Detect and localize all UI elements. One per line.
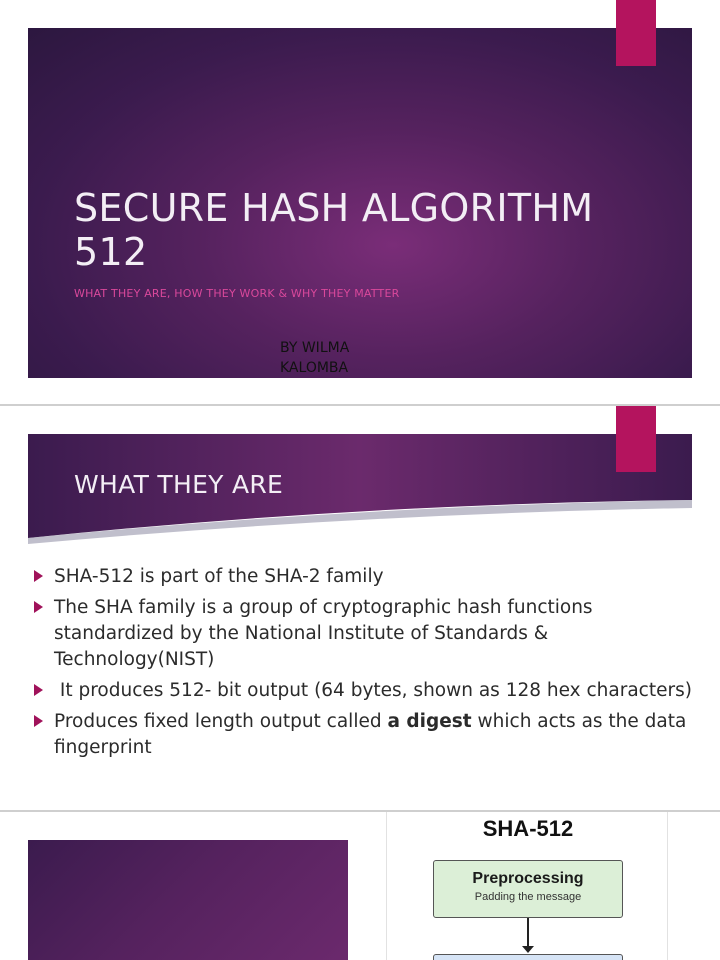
box-title: Preprocessing (472, 870, 584, 887)
content-slide (0, 406, 720, 810)
accent-tab (616, 406, 656, 472)
list-item: It produces 512- bit output (64 bytes, shown as 128 hex characters) (34, 678, 694, 704)
title-slide (0, 0, 720, 404)
diagram-slide (0, 812, 720, 960)
triangle-bullet-icon (34, 684, 43, 696)
preprocessing-box (433, 860, 623, 918)
author-credit: BY WILMA KALOMBA (280, 340, 350, 376)
flow-arrow (527, 918, 529, 948)
accent-tab (616, 0, 656, 66)
list-item: SHA-512 is part of the SHA-2 family (34, 564, 694, 590)
bullet-list (34, 564, 694, 766)
box-subtitle: Padding the message (474, 891, 582, 903)
slide-title: SECURE HASH ALGORITHM 512 (74, 186, 594, 274)
list-item: Produces fixed length output called a digest which acts as the data fingerprint (34, 709, 694, 761)
diagram-title: SHA-512 (482, 816, 574, 841)
list-item: The SHA family is a group of cryptographic hash functions standardized by the National Institute of Standards & Technology(NIST) (34, 595, 694, 673)
diagram-slide-background (28, 840, 348, 960)
next-step-box (433, 954, 623, 960)
section-heading: WHAT THEY ARE (74, 470, 284, 499)
bold-term: a digest (387, 711, 472, 732)
triangle-bullet-icon (34, 715, 43, 727)
slide-subtitle: WHAT THEY ARE, HOW THEY WORK & WHY THEY MATTER (74, 287, 400, 300)
triangle-bullet-icon (34, 570, 43, 582)
arrow-down-icon (522, 946, 534, 953)
triangle-bullet-icon (34, 601, 43, 613)
diagram-panel (386, 812, 668, 960)
